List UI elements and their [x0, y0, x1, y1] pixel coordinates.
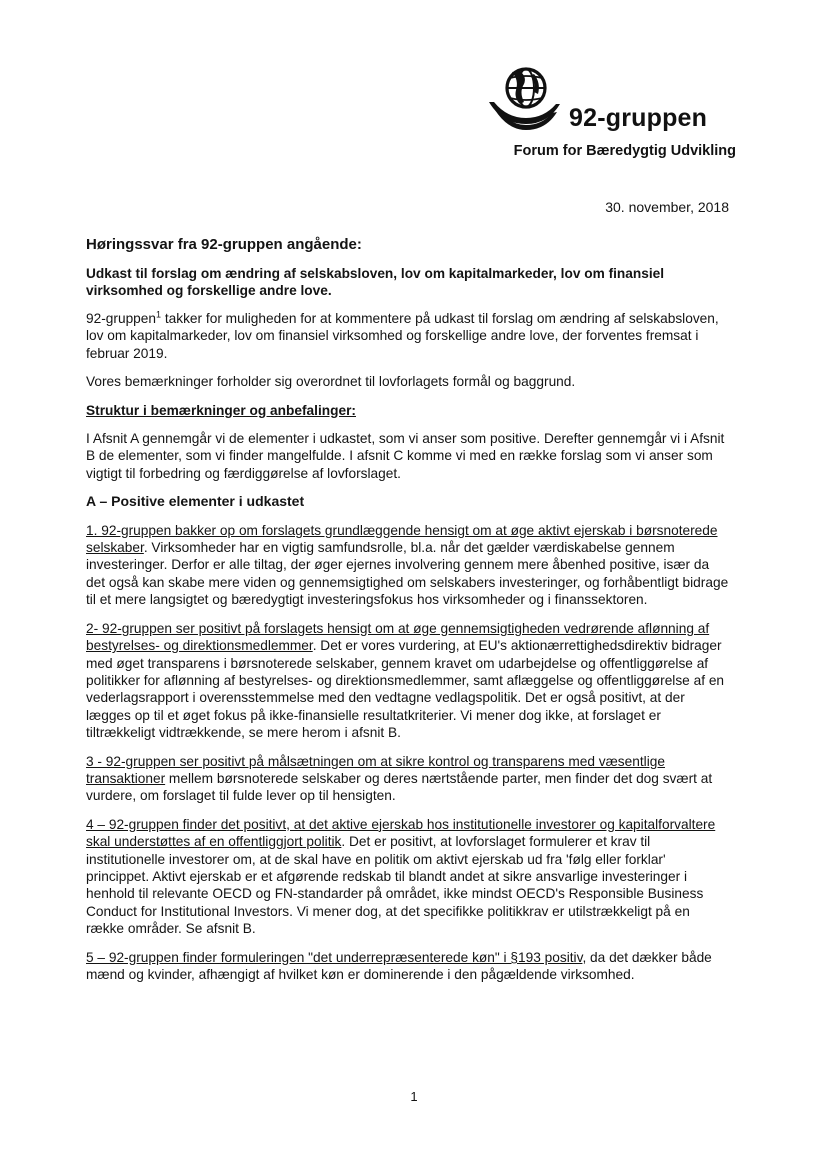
point-paragraph	[86, 816, 730, 938]
point-text: . Virksomheder har en vigtig samfundsrolle, bl.a. når det gælder værdiskabelse gennem investeringer. Derfor er alle tiltag, der øger ejernes involvering gennem mere åbenhed positive, især da det også kan skabe mere viden og gennemsigtighed om selskabers investeringer, og forhåbentligt bidrage til et mere langsigtet og bæredygtigt investeringsfokus hos virksomheder og i finanssektoren.	[86, 540, 729, 608]
point-lead: 5 – 92-gruppen finder formuleringen "det underrepræsenterede køn" i §193 positiv	[86, 949, 583, 965]
point-lead: 3 - 92-gruppen ser positivt på målsætningen om at sikre kontrol og transparens med væsentlige transaktioner	[86, 753, 665, 786]
point-paragraph	[86, 753, 730, 805]
document-subtitle: Udkast til forslag om ændring af selskabsloven, lov om kapitalmarkeder, lov om finansiel virksomhed og forskellige andre love.	[86, 266, 665, 298]
intro-paragraph	[86, 310, 730, 362]
point-lead: 4 – 92-gruppen finder det positivt, at det aktive ejerskab hos institutionelle investorer og kapitalforvaltere skal understøttes af en offentliggjort politik	[86, 816, 716, 850]
point-text: mellem børsnoterede selskaber og deres nærtstående parter, men finder det dog svært at vurdere, om forslaget til fulde lever op til hensigten.	[86, 770, 713, 804]
org-name: 92-gruppen	[569, 104, 708, 132]
structure-paragraph: I Afsnit A gennemgår vi de elementer i udkastet, som vi anser som positive. Derefter gennemgår vi i Afsnit B de elementer, som vi finder mangelfulde. I afsnit C komme vi med en række forslag som vi anser som vigtigt til forbedring og færdiggørelse af lovforslaget.	[86, 431, 725, 481]
document-body	[86, 236, 730, 994]
point-text: . Det er vores vurdering, at EU's aktionærrettighedsdirektiv bidrager med øget transparens i børsnoterede selskaber, gennem kravet om udarbejdelse og offentliggørelse af politikker for aflønning af bestyrelses- og direktionsmedlemmer, samt aflæggelse og offentliggørelse af en vederlagsrapport i overensstemmelse med den vedtagne vedlagspolitik. Det er også positivt, at der lægges op til et øget fokus på ikke-finansielle resultatkriterier. Vi mener dog ikke, at forslaget er tiltrækkeligt vidtrækkende, se mere herom i afsnit B.	[86, 638, 725, 741]
point-paragraph	[86, 620, 730, 742]
remarks-paragraph: Vores bemærkninger forholder sig overordnet til lovforlagets formål og baggrund.	[86, 374, 576, 390]
page-number: 1	[410, 1089, 418, 1104]
document-title: Høringssvar fra 92-gruppen angående:	[86, 236, 362, 253]
point-paragraph	[86, 949, 730, 984]
point-text: . Det er positivt, at lovforslaget formulerer et krav til institutionelle investorer om, at de skal have en politik om aktivt ejerskab ud fra 'følg eller forklar' princippet. Aktivt ejerskab er et afgørende redskab til blandt andet at sikre ansvarlige investeringer i henhold til relevante OECD og FN-standarder på området, ikke mindst OECD's Responsible Business Conduct for Institutional Investors. Vi mener dog, at det specifikke politikkrav er utilstrækkeligt på en række områder. Se afsnit B.	[86, 834, 704, 937]
point-text: , da det dækker både mænd og kvinder, afhængigt af hvilket køn er dominerende i den pågældende virksomhed.	[86, 949, 712, 982]
globe-logo-icon	[486, 58, 562, 134]
intro-org-name: 92-gruppen	[86, 311, 157, 326]
point-lead: 1. 92-gruppen bakker op om forslagets grundlæggende hensigt om at øge aktivt ejerskab i børsnoterede selskaber	[86, 522, 718, 556]
section-a-heading: A – Positive elementer i udkastet	[86, 493, 305, 510]
structure-heading: Struktur i bemærkninger og anbefalinger:	[86, 402, 356, 418]
org-tagline: Forum for Bæredygtig Udvikling	[513, 143, 736, 159]
document-date: 30. november, 2018	[605, 199, 729, 215]
point-paragraph	[86, 522, 730, 609]
footnote-marker: 1	[156, 309, 162, 320]
letterhead	[486, 58, 736, 168]
point-lead: 2- 92-gruppen ser positivt på forslagets hensigt om at øge gennemsigtigheden vedrørende aflønning af bestyrelses- og direktionsmedlemmer	[86, 620, 710, 654]
intro-text: takker for muligheden for at kommentere på udkast til forslag om ændring af selskabsloven, lov om kapitalmarkeder, lov om finansiel virksomhed og forskellige andre love, der forventes fremsat i februar 2019.	[86, 311, 719, 361]
